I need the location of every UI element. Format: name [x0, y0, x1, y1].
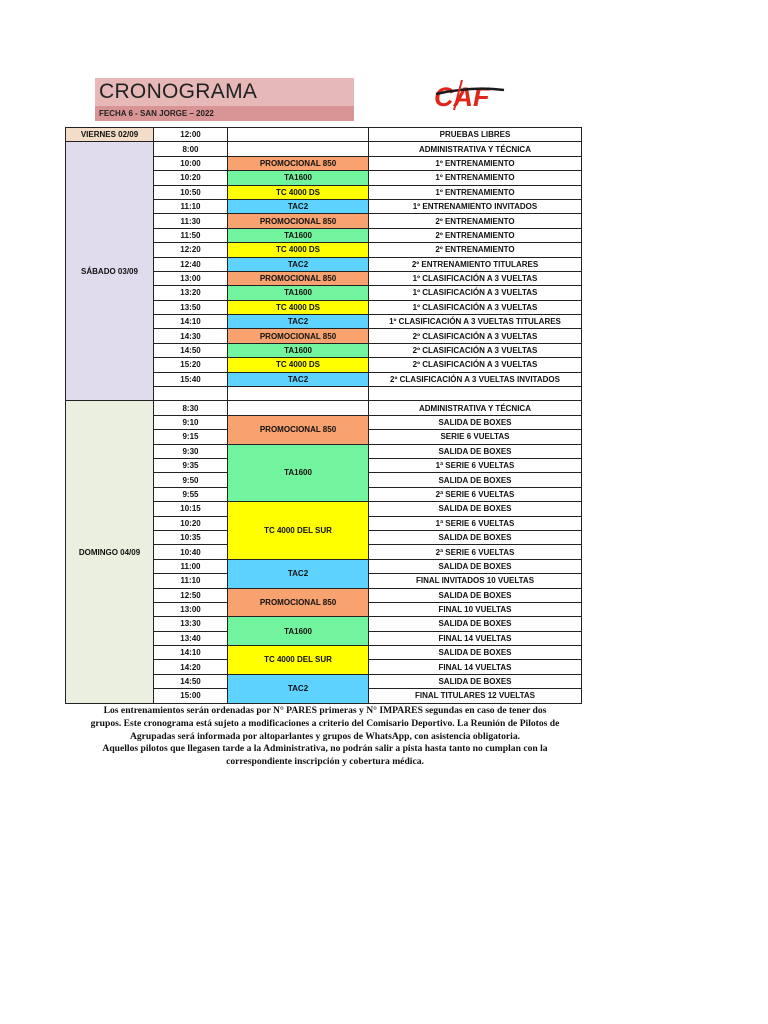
activity-cell: 1º CLASIFICACIÓN A 3 VUELTAS TITULARES: [369, 315, 582, 329]
activity-cell: SALIDA DE BOXES: [369, 444, 582, 458]
table-row: [66, 401, 582, 415]
time-cell: 13:20: [154, 286, 228, 300]
caf-logo-icon: [432, 78, 508, 112]
activity-cell: 2ª SERIE 6 VUELTAS: [369, 487, 582, 501]
category-cell: TAC2: [228, 199, 369, 213]
activity-cell: 1ª SERIE 6 VUELTAS: [369, 516, 582, 530]
category-block: TAC2: [228, 559, 369, 588]
activity-cell: 1ª SERIE 6 VUELTAS: [369, 458, 582, 472]
empty-cell: [154, 387, 228, 401]
category-block: TAC2: [228, 674, 369, 703]
activity-cell: 1º CLASIFICACIÓN A 3 VUELTAS: [369, 271, 582, 285]
time-cell: 10:00: [154, 156, 228, 170]
time-cell: 9:10: [154, 415, 228, 429]
category-block: TA1600: [228, 444, 369, 502]
activity-cell: 2º CLASIFICACIÓN A 3 VUELTAS INVITADOS: [369, 372, 582, 386]
activity-cell: FINAL 10 VUELTAS: [369, 602, 582, 616]
category-cell: [228, 401, 369, 415]
time-cell: 14:30: [154, 329, 228, 343]
activity-cell: SALIDA DE BOXES: [369, 530, 582, 544]
time-cell: 10:40: [154, 545, 228, 559]
empty-cell: [228, 387, 369, 401]
activity-cell: PRUEBAS LIBRES: [369, 128, 582, 142]
activity-cell: SERIE 6 VUELTAS: [369, 430, 582, 444]
time-cell: 9:30: [154, 444, 228, 458]
time-cell: 10:35: [154, 530, 228, 544]
time-cell: 14:10: [154, 646, 228, 660]
time-cell: 11:10: [154, 199, 228, 213]
category-cell: [228, 128, 369, 142]
activity-cell: 2º ENTRENAMIENTO: [369, 214, 582, 228]
time-cell: 13:30: [154, 617, 228, 631]
activity-cell: FINAL 14 VUELTAS: [369, 660, 582, 674]
time-cell: 9:50: [154, 473, 228, 487]
time-cell: 13:40: [154, 631, 228, 645]
category-cell: TAC2: [228, 257, 369, 271]
category-block: TC 4000 DEL SUR: [228, 646, 369, 675]
category-cell: TC 4000 DS: [228, 185, 369, 199]
activity-cell: SALIDA DE BOXES: [369, 415, 582, 429]
category-cell: [228, 142, 369, 156]
table-row: [66, 128, 582, 142]
category-block: TC 4000 DEL SUR: [228, 502, 369, 560]
time-cell: 9:15: [154, 430, 228, 444]
category-cell: TAC2: [228, 372, 369, 386]
time-cell: 10:15: [154, 502, 228, 516]
activity-cell: SALIDA DE BOXES: [369, 559, 582, 573]
activity-cell: 2º CLASIFICACIÓN A 3 VUELTAS: [369, 358, 582, 372]
activity-cell: FINAL TITULARES 12 VUELTAS: [369, 689, 582, 703]
activity-cell: 1º ENTRENAMIENTO INVITADOS: [369, 199, 582, 213]
activity-cell: 1º CLASIFICACIÓN A 3 VUELTAS: [369, 286, 582, 300]
activity-cell: SALIDA DE BOXES: [369, 646, 582, 660]
activity-cell: 2º CLASIFICACIÓN A 3 VUELTAS: [369, 343, 582, 357]
time-cell: 9:55: [154, 487, 228, 501]
note-line: grupos. Este cronograma está sujeto a modificaciones a criterio del Comisario Deportivo. La Reunión de Pilotos de: [90, 717, 560, 729]
note-line: Aquellos pilotos que llegasen tarde a la Administrativa, no podrán salir a pista hasta tanto no cumplan con la: [102, 743, 548, 755]
time-cell: 15:00: [154, 689, 228, 703]
activity-cell: 2ª SERIE 6 VUELTAS: [369, 545, 582, 559]
category-cell: TAC2: [228, 315, 369, 329]
time-cell: 14:50: [154, 674, 228, 688]
category-cell: PROMOCIONAL 850: [228, 271, 369, 285]
activity-cell: 1º ENTRENAMIENTO: [369, 156, 582, 170]
category-cell: TA1600: [228, 343, 369, 357]
activity-cell: 1º ENTRENAMIENTO: [369, 171, 582, 185]
activity-cell: FINAL 14 VUELTAS: [369, 631, 582, 645]
time-cell: 11:30: [154, 214, 228, 228]
activity-cell: SALIDA DE BOXES: [369, 502, 582, 516]
activity-cell: FINAL INVITADOS 10 VUELTAS: [369, 574, 582, 588]
category-cell: TC 4000 DS: [228, 358, 369, 372]
activity-cell: SALIDA DE BOXES: [369, 588, 582, 602]
time-cell: 13:00: [154, 271, 228, 285]
category-block: PROMOCIONAL 850: [228, 588, 369, 617]
activity-cell: SALIDA DE BOXES: [369, 473, 582, 487]
activity-cell: ADMINISTRATIVA Y TÉCNICA: [369, 142, 582, 156]
table-row: [66, 142, 582, 156]
activity-cell: 2º CLASIFICACIÓN A 3 VUELTAS: [369, 329, 582, 343]
time-cell: 14:20: [154, 660, 228, 674]
time-cell: 13:50: [154, 300, 228, 314]
notes: [66, 705, 584, 769]
category-cell: TC 4000 DS: [228, 300, 369, 314]
time-cell: 10:50: [154, 185, 228, 199]
time-cell: 14:10: [154, 315, 228, 329]
time-cell: 14:50: [154, 343, 228, 357]
day-label-domingo: DOMINGO 04/09: [66, 401, 154, 703]
time-cell: 11:00: [154, 559, 228, 573]
category-cell: TC 4000 DS: [228, 243, 369, 257]
empty-cell: [369, 387, 582, 401]
time-cell: 12:50: [154, 588, 228, 602]
time-cell: 12:00: [154, 128, 228, 142]
note-line: Agrupadas será informada por altoparlantes y grupos de WhatsApp, con asistencia obligatoria.: [129, 730, 521, 742]
time-cell: 12:40: [154, 257, 228, 271]
time-cell: 11:50: [154, 228, 228, 242]
day-label-sabado: SÁBADO 03/09: [66, 142, 154, 401]
schedule-table: [65, 127, 582, 704]
note-line: Los entrenamientos serán ordenadas por N° PARES primeras y N° IMPARES segundas en caso de tener dos: [103, 705, 547, 716]
category-cell: TA1600: [228, 171, 369, 185]
category-cell: PROMOCIONAL 850: [228, 214, 369, 228]
day-label-viernes: VIERNES 02/09: [66, 128, 154, 142]
logo-text: CAF: [434, 82, 490, 112]
activity-cell: 1º CLASIFICACIÓN A 3 VUELTAS: [369, 300, 582, 314]
time-cell: 15:20: [154, 358, 228, 372]
time-cell: 9:35: [154, 458, 228, 472]
time-cell: 8:00: [154, 142, 228, 156]
page-title: CRONOGRAMA: [95, 78, 354, 106]
category-block: PROMOCIONAL 850: [228, 415, 369, 444]
activity-cell: 1º ENTRENAMIENTO: [369, 185, 582, 199]
activity-cell: SALIDA DE BOXES: [369, 617, 582, 631]
activity-cell: SALIDA DE BOXES: [369, 674, 582, 688]
category-cell: TA1600: [228, 286, 369, 300]
time-cell: 12:20: [154, 243, 228, 257]
activity-cell: 2º ENTRENAMIENTO TITULARES: [369, 257, 582, 271]
category-cell: TA1600: [228, 228, 369, 242]
header-box: [95, 78, 354, 121]
note-line: correspondiente inscripción y cobertura médica.: [226, 756, 424, 768]
category-cell: PROMOCIONAL 850: [228, 156, 369, 170]
time-cell: 10:20: [154, 516, 228, 530]
time-cell: 11:10: [154, 574, 228, 588]
time-cell: 8:30: [154, 401, 228, 415]
category-cell: PROMOCIONAL 850: [228, 329, 369, 343]
activity-cell: 2º ENTRENAMIENTO: [369, 228, 582, 242]
page-subtitle: FECHA 6 - SAN JORGE – 2022: [95, 106, 354, 121]
category-block: TA1600: [228, 617, 369, 646]
time-cell: 15:40: [154, 372, 228, 386]
activity-cell: ADMINISTRATIVA Y TÉCNICA: [369, 401, 582, 415]
time-cell: 10:20: [154, 171, 228, 185]
activity-cell: 2º ENTRENAMIENTO: [369, 243, 582, 257]
time-cell: 13:00: [154, 602, 228, 616]
